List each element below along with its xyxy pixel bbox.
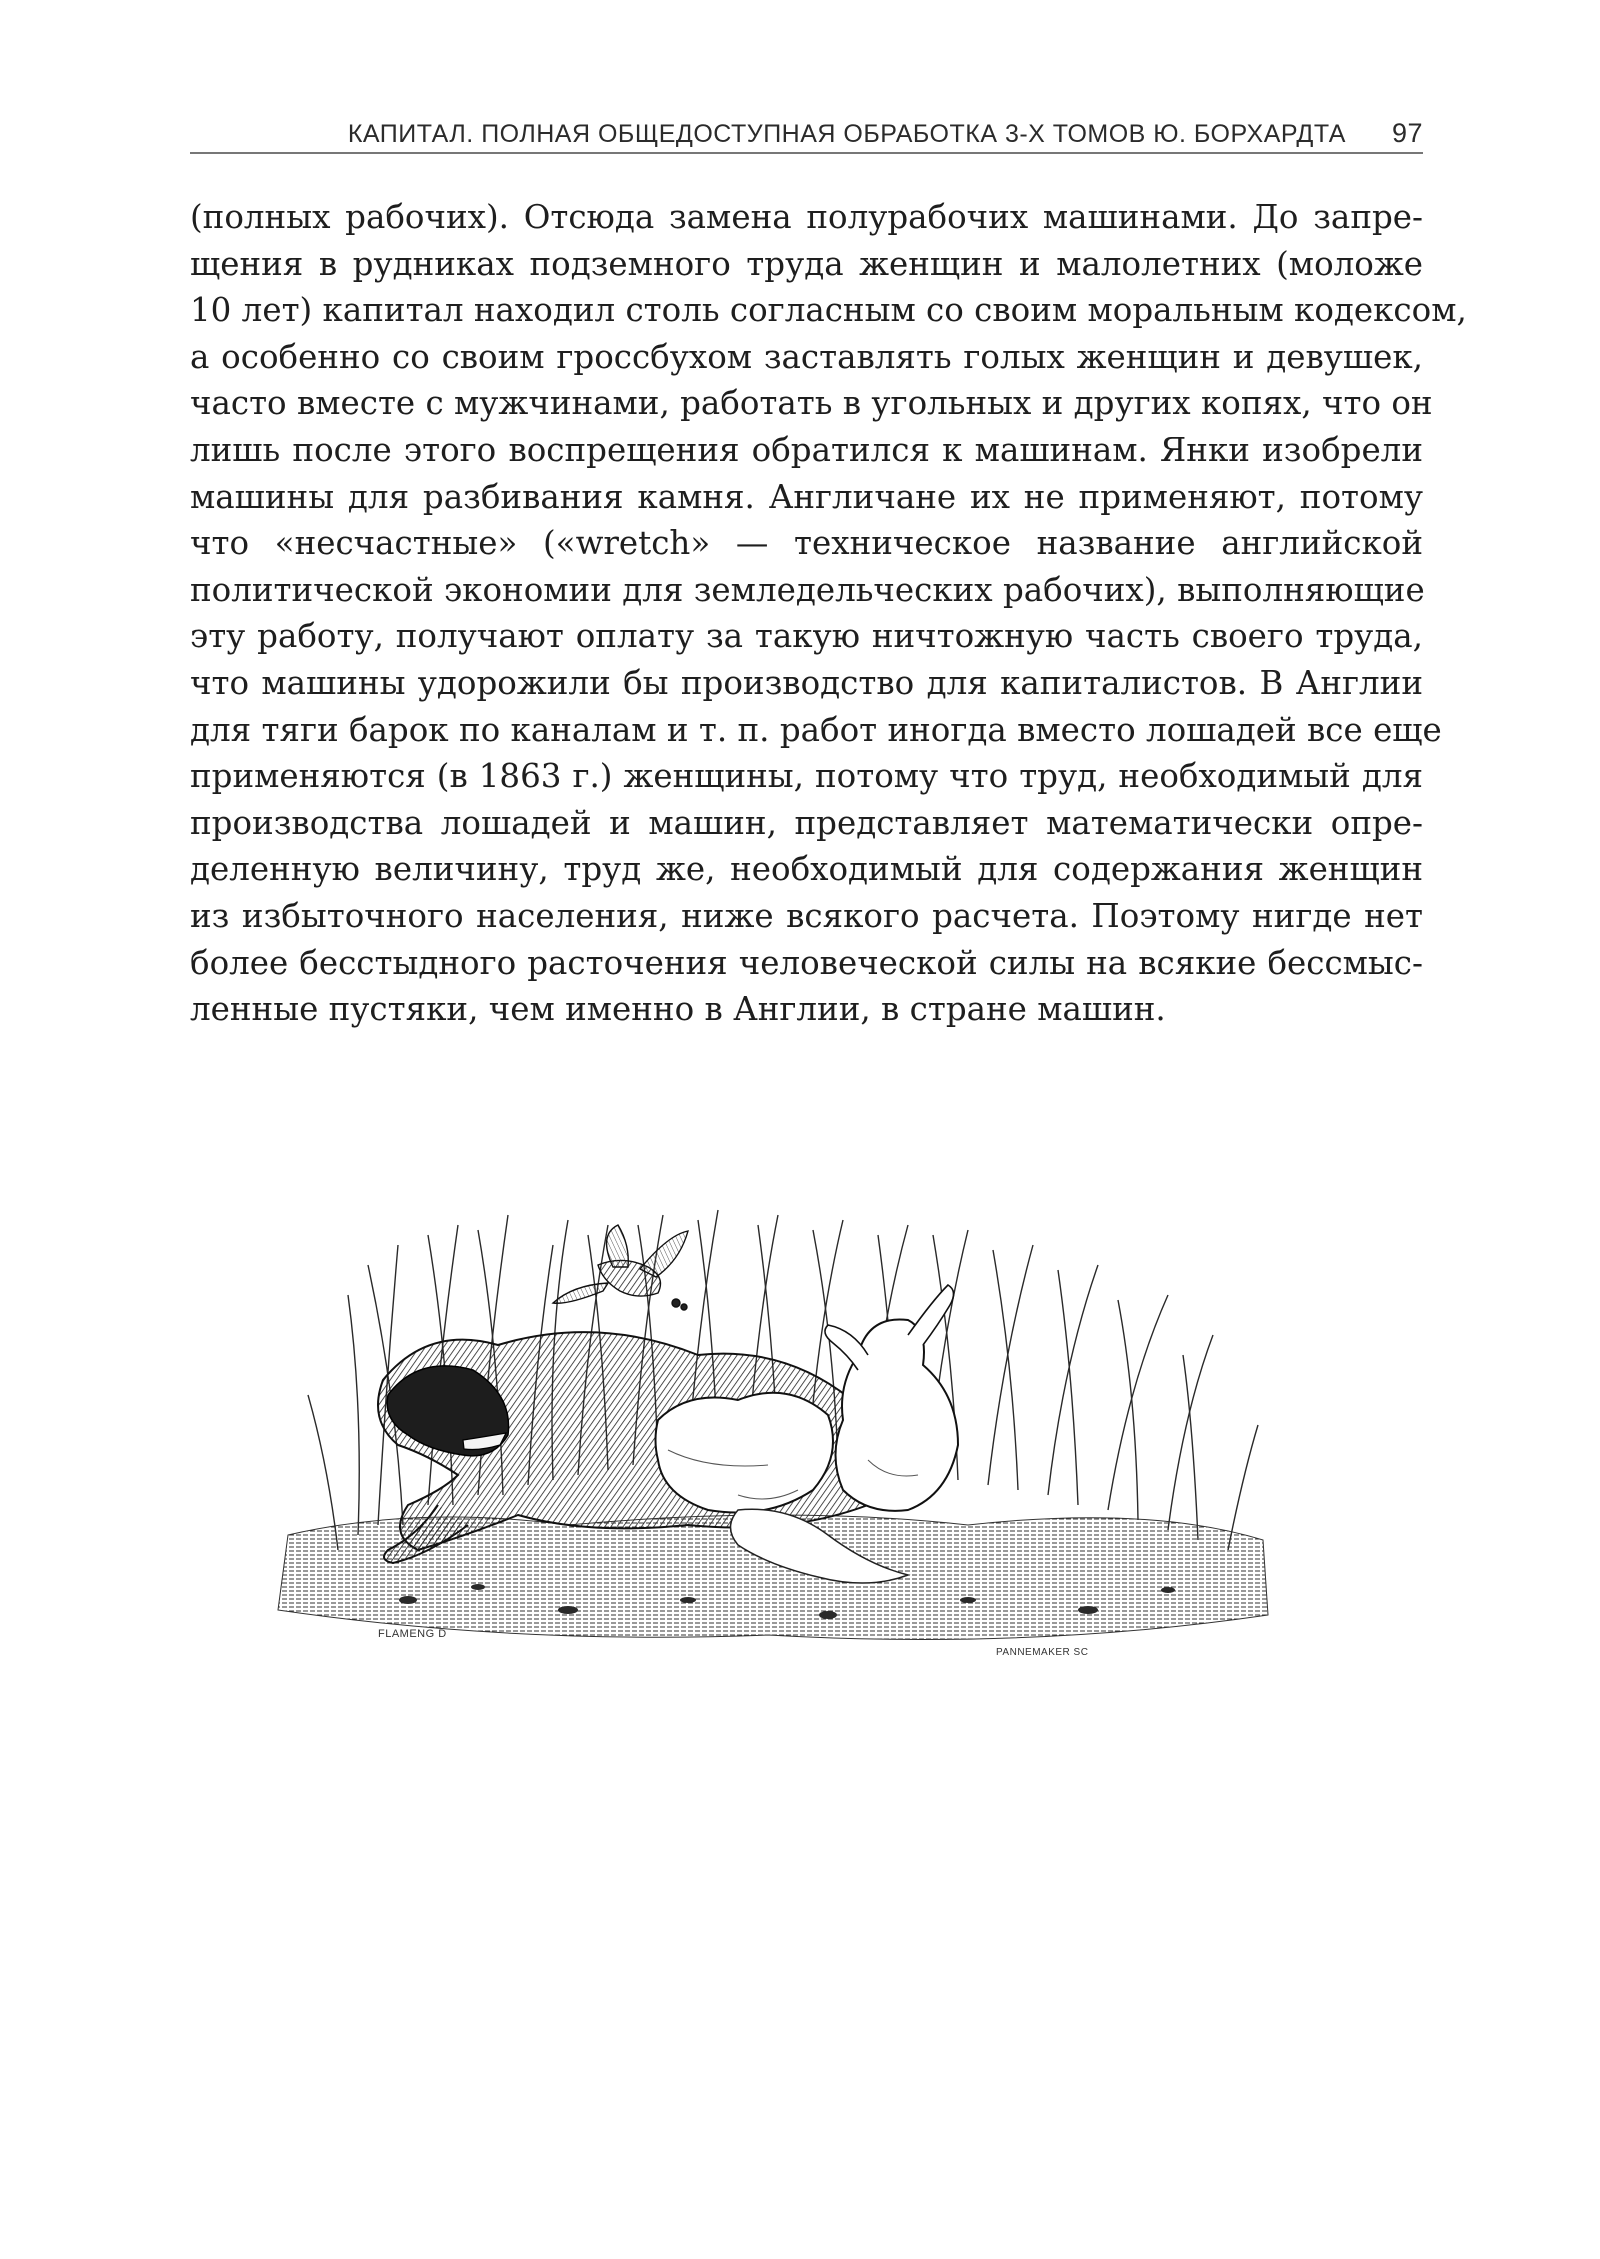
text-line: машины для разбивания камня. Англичане их не применяют, потому — [190, 477, 1423, 516]
text-line: ленные пустяки, чем именно в Англии, в стране машин. — [190, 990, 1166, 1029]
text-line: применяются (в 1863 г.) женщины, потому что труд, необходимый для — [190, 757, 1423, 796]
text-line: политической экономии для земледельческих рабочих), выполняющие — [190, 570, 1425, 609]
engraving-drawing — [268, 1205, 1280, 1681]
text-line: эту работу, получают оплату за такую ничтожную часть своего труда, — [190, 617, 1423, 656]
text-line: (полных рабочих). Отсюда замена полурабочих машинами. До запре- — [190, 198, 1423, 236]
body-paragraph — [190, 194, 1467, 1033]
text-line: из избыточного населения, ниже всякого расчета. Поэтому нигде нет — [190, 896, 1423, 935]
text-line: деленную величину, труд же, необходимый для содержания женщин — [190, 850, 1423, 889]
text-line: производства лошадей и машин, представляет математически опре- — [190, 803, 1423, 842]
text-line: лишь после этого воспрещения обратился к машинам. Янки изобрели — [190, 430, 1423, 469]
text-line: часто вместе с мужчинами, работать в угольных и других копях, что он — [190, 384, 1433, 423]
running-header — [190, 112, 1423, 154]
text-line: щения в рудниках подземного труда женщин и малолетних (моложе — [190, 244, 1423, 283]
page-number: 97 — [1391, 118, 1423, 148]
engraving-illustration — [268, 1205, 1280, 1681]
text-line: 10 лет) капитал находил столь согласным со своим моральным кодексом, — [190, 291, 1467, 330]
baby-lying — [656, 1393, 834, 1513]
text-line: что «несчастные» («wretch» — техническое название английской — [190, 524, 1423, 563]
header-title: КАПИТАЛ. ПОЛНАЯ ОБЩЕДОСТУПНАЯ ОБРАБОТКА 3-Х ТОМОВ Ю. БОРХАРДТА — [347, 120, 1346, 148]
text-line: а особенно со своим гроссбухом заставлять голых женщин и девушек, — [190, 337, 1423, 376]
signature-left: FLAMENG D — [378, 1628, 447, 1640]
text-line: для тяги барок по каналам и т. п. работ иногда вместо лошадей все еще — [190, 710, 1442, 749]
text-line: что машины удорожили бы производство для капиталистов. В Англии — [190, 663, 1423, 702]
bird — [553, 1225, 688, 1310]
text-line: более бесстыдного расточения человеческой силы на всякие бессмыс- — [190, 943, 1423, 982]
signature-right: PANNEMAKER SC — [996, 1647, 1089, 1658]
